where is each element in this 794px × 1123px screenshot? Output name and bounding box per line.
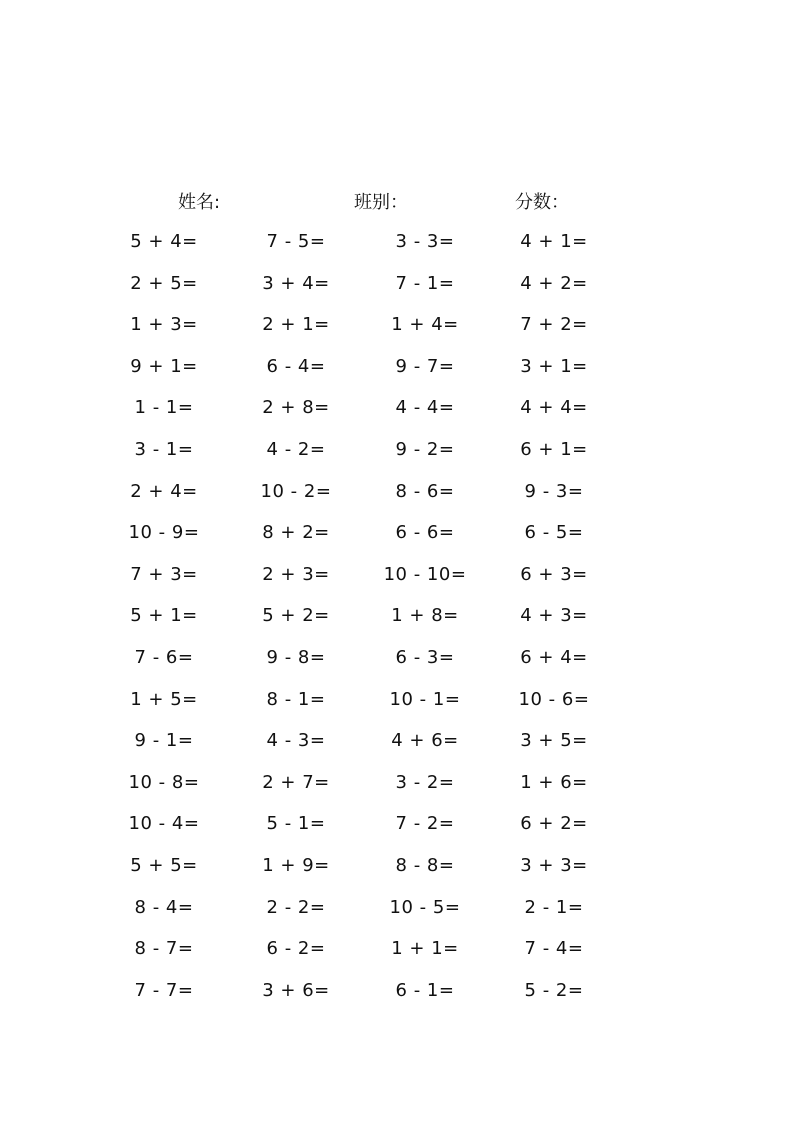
math-problem: 3 + 6= bbox=[262, 979, 330, 1001]
math-problem: 4 + 4= bbox=[520, 397, 588, 419]
problem-row bbox=[0, 304, 794, 346]
math-problem: 6 - 6= bbox=[395, 522, 455, 544]
math-problem: 3 - 1= bbox=[134, 439, 194, 460]
math-problem: 7 + 3= bbox=[130, 563, 198, 585]
math-problem: 7 + 2= bbox=[520, 314, 588, 336]
problem-row bbox=[0, 803, 794, 845]
math-problem: 1 + 4= bbox=[391, 314, 459, 336]
math-problem: 6 + 4= bbox=[520, 647, 588, 668]
math-problem: 2 + 1= bbox=[262, 314, 330, 336]
math-problem: 4 + 3= bbox=[520, 605, 588, 627]
math-problem: 5 + 5= bbox=[130, 855, 198, 876]
problem-row bbox=[0, 221, 794, 263]
math-problem: 1 + 3= bbox=[130, 314, 198, 336]
math-problem: 8 - 1= bbox=[266, 688, 326, 710]
problem-row bbox=[0, 471, 794, 513]
math-problem: 1 + 9= bbox=[262, 855, 330, 876]
name-label: 姓名: bbox=[178, 192, 221, 213]
math-problem: 4 + 1= bbox=[520, 231, 588, 252]
math-problem: 2 + 5= bbox=[130, 272, 198, 294]
math-problem: 10 - 1= bbox=[389, 688, 461, 710]
math-problem: 10 - 2= bbox=[260, 480, 332, 502]
math-problem: 6 - 3= bbox=[395, 647, 455, 668]
problem-row bbox=[0, 512, 794, 554]
math-problem: 4 + 6= bbox=[391, 730, 459, 752]
math-problem: 2 + 4= bbox=[130, 480, 198, 502]
math-problem: 4 - 4= bbox=[395, 397, 455, 419]
math-problem: 9 - 3= bbox=[524, 480, 584, 502]
math-problem: 9 - 2= bbox=[395, 439, 455, 460]
math-problem: 9 - 7= bbox=[395, 355, 455, 377]
math-problem: 10 - 9= bbox=[128, 522, 200, 544]
problem-row bbox=[0, 845, 794, 887]
math-problem: 10 - 8= bbox=[128, 771, 200, 793]
math-problem: 8 - 6= bbox=[395, 480, 455, 502]
math-problem: 6 + 2= bbox=[520, 813, 588, 835]
math-problem: 5 - 1= bbox=[266, 813, 326, 835]
math-problem: 3 + 4= bbox=[262, 272, 330, 294]
worksheet-header bbox=[0, 188, 794, 218]
problem-row bbox=[0, 346, 794, 388]
math-problem: 8 - 8= bbox=[395, 855, 455, 876]
math-problem: 9 + 1= bbox=[130, 355, 198, 377]
math-problem: 3 - 3= bbox=[395, 231, 455, 252]
math-problem: 10 - 5= bbox=[389, 896, 461, 918]
math-problem: 10 - 4= bbox=[128, 813, 200, 835]
math-problem: 6 - 5= bbox=[524, 522, 584, 544]
math-problem: 7 - 2= bbox=[395, 813, 455, 835]
math-problem: 2 + 3= bbox=[262, 563, 330, 585]
problem-row bbox=[0, 762, 794, 804]
math-problem: 1 + 1= bbox=[391, 938, 459, 960]
math-problem: 10 - 6= bbox=[518, 688, 590, 710]
math-problem: 7 - 4= bbox=[524, 938, 584, 960]
math-problem: 7 - 5= bbox=[266, 231, 326, 252]
math-problem: 6 - 4= bbox=[266, 355, 326, 377]
math-problem: 4 - 3= bbox=[266, 730, 326, 752]
math-problem: 7 - 7= bbox=[134, 979, 194, 1001]
problem-row bbox=[0, 387, 794, 429]
math-problem: 9 - 1= bbox=[134, 730, 194, 752]
math-problem: 5 + 1= bbox=[130, 605, 198, 627]
math-problem: 5 + 4= bbox=[130, 231, 198, 252]
math-problem: 3 - 2= bbox=[395, 771, 455, 793]
math-problem: 8 - 4= bbox=[134, 896, 194, 918]
problem-row bbox=[0, 720, 794, 762]
math-problem: 2 + 8= bbox=[262, 397, 330, 419]
problem-grid bbox=[0, 221, 794, 1021]
math-problem: 6 + 3= bbox=[520, 563, 588, 585]
math-problem: 2 - 2= bbox=[266, 896, 326, 918]
math-problem: 1 + 6= bbox=[520, 771, 588, 793]
problem-row bbox=[0, 970, 794, 1012]
math-problem: 7 - 6= bbox=[134, 647, 194, 668]
math-problem: 2 + 7= bbox=[262, 771, 330, 793]
math-problem: 6 - 1= bbox=[395, 979, 455, 1001]
math-problem: 1 + 5= bbox=[130, 688, 198, 710]
math-problem: 6 - 2= bbox=[266, 938, 326, 960]
math-problem: 10 - 10= bbox=[383, 563, 467, 585]
math-problem: 3 + 3= bbox=[520, 855, 588, 876]
problem-row bbox=[0, 595, 794, 637]
math-problem: 4 + 2= bbox=[520, 272, 588, 294]
math-problem: 8 - 7= bbox=[134, 938, 194, 960]
problem-row bbox=[0, 679, 794, 721]
math-problem: 6 + 1= bbox=[520, 439, 588, 460]
math-problem: 9 - 8= bbox=[266, 647, 326, 668]
class-label: 班别： bbox=[354, 192, 408, 213]
math-problem: 1 - 1= bbox=[134, 397, 194, 419]
math-problem: 3 + 1= bbox=[520, 355, 588, 377]
math-problem: 3 + 5= bbox=[520, 730, 588, 752]
problem-row bbox=[0, 429, 794, 471]
problem-row bbox=[0, 263, 794, 305]
math-problem: 5 + 2= bbox=[262, 605, 330, 627]
score-label: 分数： bbox=[515, 192, 569, 213]
problem-row bbox=[0, 928, 794, 970]
problem-row bbox=[0, 887, 794, 929]
math-problem: 8 + 2= bbox=[262, 522, 330, 544]
math-problem: 2 - 1= bbox=[524, 896, 584, 918]
math-problem: 7 - 1= bbox=[395, 272, 455, 294]
problem-row bbox=[0, 637, 794, 679]
problem-row bbox=[0, 554, 794, 596]
math-problem: 1 + 8= bbox=[391, 605, 459, 627]
math-problem: 4 - 2= bbox=[266, 439, 326, 460]
math-problem: 5 - 2= bbox=[524, 979, 584, 1001]
